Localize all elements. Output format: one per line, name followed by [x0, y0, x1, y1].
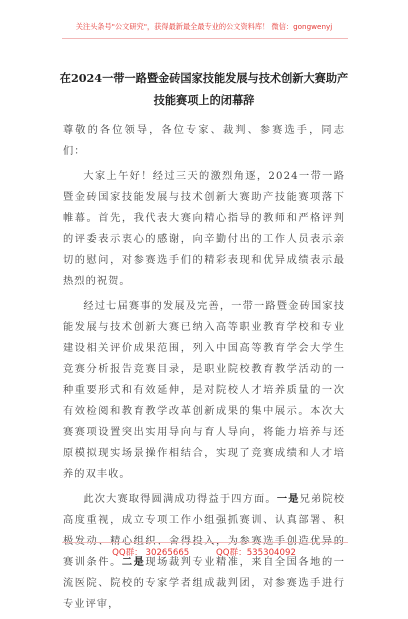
reason-one-label: 一是	[276, 493, 300, 505]
footer-contact	[0, 546, 408, 558]
footer-qq-group-2: QQ群：535304092	[216, 548, 296, 558]
reasons-lead: 此次大赛取得圆满成功得益于四方面。	[83, 494, 277, 505]
header-banner: 关注头条号"公文研究"，获得最新最全最专业的公文资料库！ 微信：gongwenyj	[75, 22, 333, 31]
reason-two-label: 二是	[121, 556, 146, 568]
paragraph-opening: 大家上午好！经过三天的激烈角逐，2024一带一路暨金砖国家技能发展与技术创新大赛助产技能赛项落下帷幕。首先，我代表大赛向精心指导的教师和严格评判的评委表示衷心的感谢，向辛勤付出的工作人员表示亲切的慰问，对参赛选手们的精彩表现和优异成绩表示最热烈的祝贺。	[63, 171, 345, 287]
reason-two-text: 现场裁判专业精准，来自全国各地的一流医院、院校的专家学者组成裁判团，对参赛选手进行专业评审，	[63, 557, 346, 610]
title-line-1: 在2024一带一路暨金砖国家技能发展与技术创新大赛助产	[59, 71, 349, 85]
reason-one-text: 兄弟院校高度重视，成立专项工作小组强抓赛训、认真部署、积极发动、精心组织、舍得投入，为参赛选手创造优异的赛训条件。	[63, 494, 345, 568]
title-line-2: 技能赛项上的闭幕辞	[153, 93, 255, 107]
paragraph-background: 经过七届赛事的发展及完善，一带一路暨金砖国家技能发展与技术创新大赛已纳入高等职业教育学校和专业建设相关评价成果范围，列入中国高等教育学会大学生竞赛分析报告竞赛目录，是职业院校教育教学活动的一种重要形式和有效延伸，是对院校人才培养质量的一次有效检阅和教育教学改革创新成果的集中展示。本次大赛赛项设置突出实用导向与育人导向，将能力培养与还原模拟现实场景操作相结合，实现了竞赛成绩和人才培养的双丰收。	[63, 301, 345, 480]
document-body	[63, 120, 345, 619]
greeting-paragraph: 尊敬的各位领导，各位专家、裁判、参赛选手，同志们：	[63, 125, 345, 157]
header-divider	[62, 38, 348, 39]
footer-divider	[62, 542, 348, 543]
footer-qq-group-1: QQ群： 30265665	[112, 548, 190, 558]
document-title	[48, 67, 360, 111]
